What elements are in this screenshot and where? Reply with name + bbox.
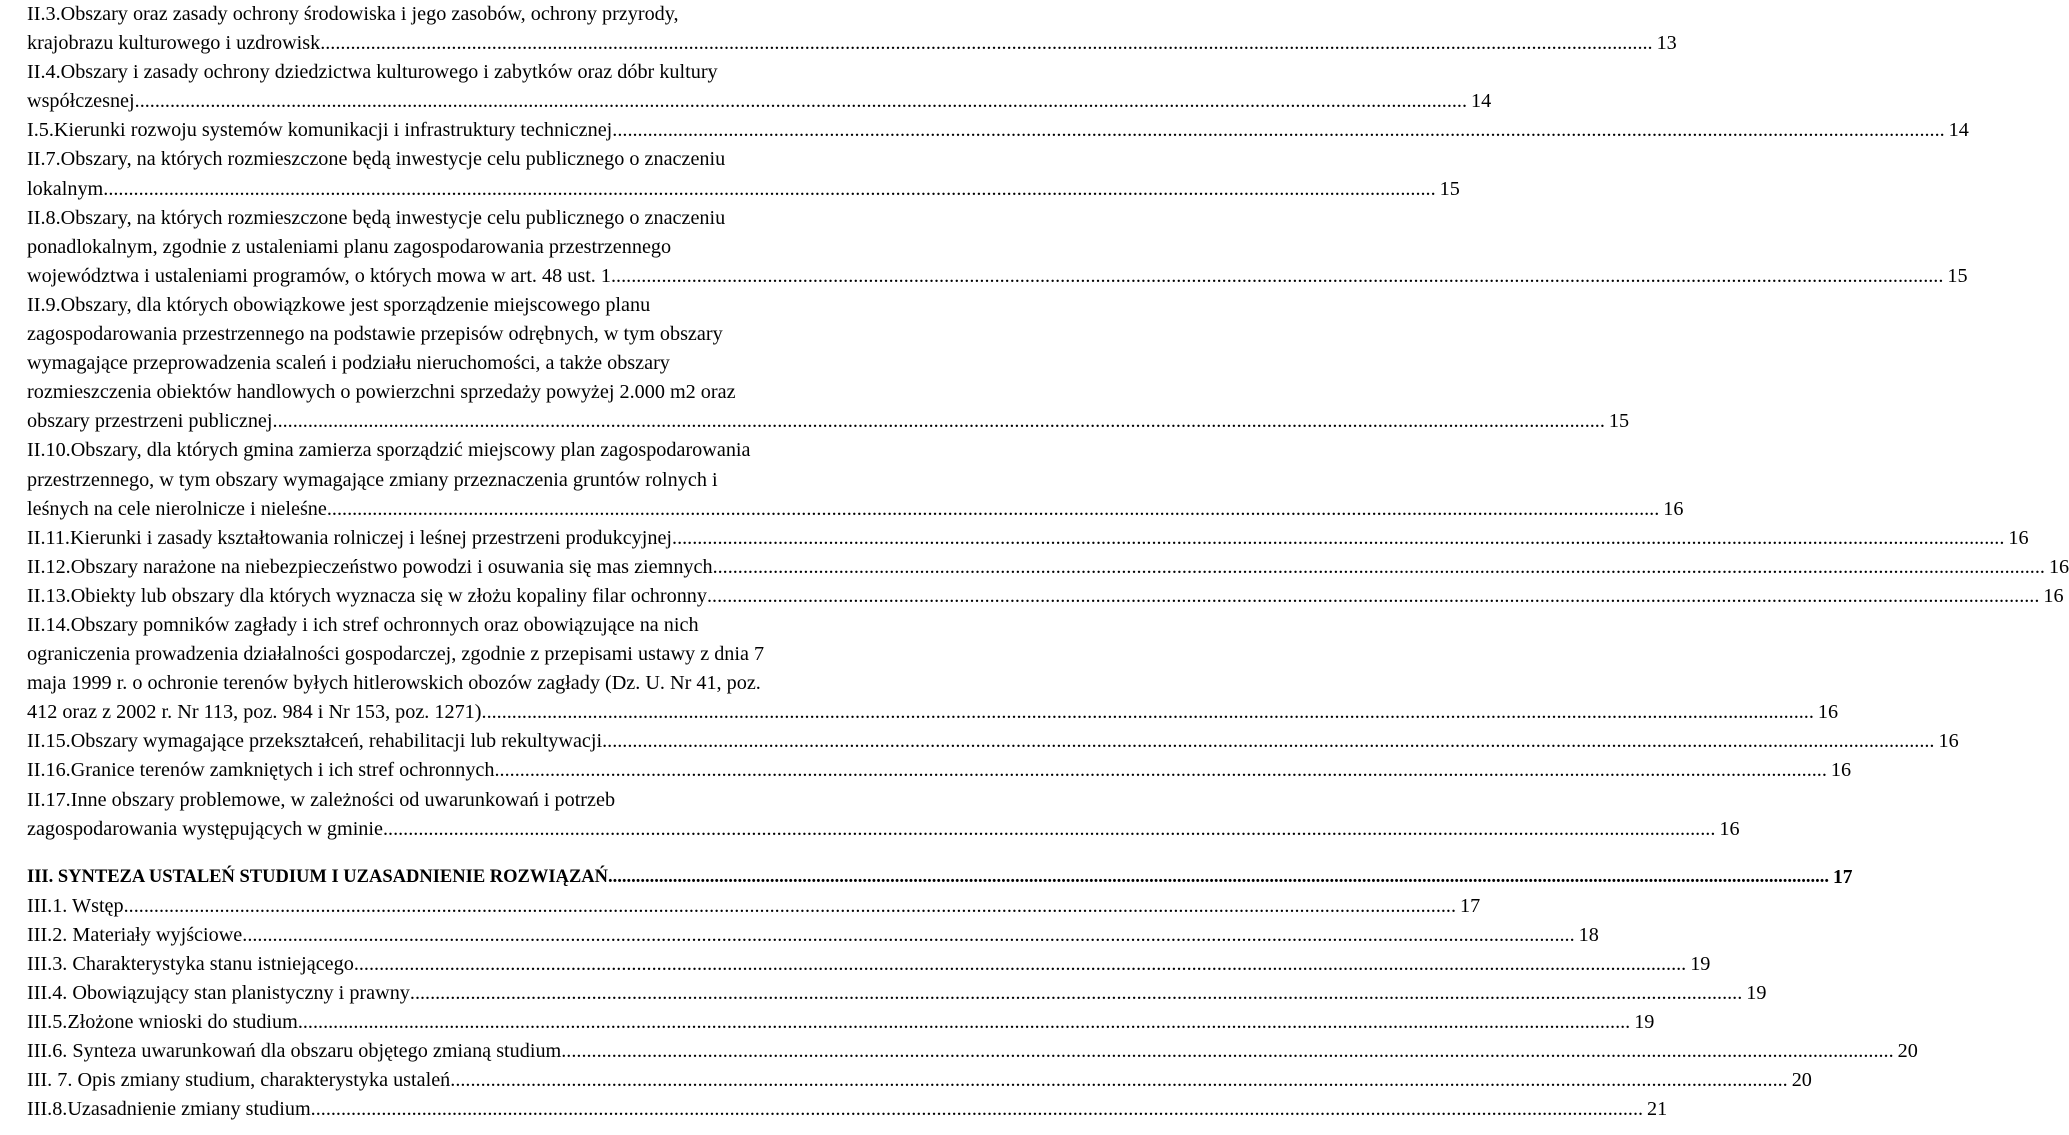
toc-entry-line — [27, 58, 963, 87]
page-number: 16 — [1817, 701, 1839, 724]
toc-entry-line — [27, 669, 963, 698]
toc-entry-text: wymagające przeprowadzenia scaleń i podziału nieruchomości, a także obszary — [27, 352, 670, 375]
toc-entry — [27, 58, 1492, 116]
toc-entry-text: obszary przestrzeni publicznej — [27, 410, 273, 433]
dot-leader — [612, 116, 1944, 145]
toc-entry-text: II.10.Obszary, dla których gmina zamierza sporządzić miejscowy plan zagospodarowania — [27, 439, 751, 462]
toc-entry — [27, 979, 1767, 1008]
toc-entry-text: II.12.Obszary narażone na niebezpieczeństwo powodzi i osuwania się mas ziemnych — [27, 555, 713, 578]
toc-entry-line — [27, 378, 963, 407]
toc-entry-text: rozmieszczenia obiektów handlowych o powierzchni sprzedaży powyżej 2.000 m2 oraz — [27, 381, 736, 404]
toc-entry — [27, 950, 1711, 979]
toc-entry-line — [27, 979, 1767, 1008]
dot-leader — [135, 87, 1467, 116]
page-number: 16 — [1663, 497, 1684, 520]
dot-leader — [672, 524, 2004, 553]
toc-entry-line — [27, 175, 1460, 204]
page-number: 15 — [1947, 264, 1968, 287]
toc-entry-line — [27, 291, 963, 320]
toc-entry-line — [27, 815, 1740, 844]
toc-entry-line — [27, 262, 1968, 291]
toc-entry-text: 412 oraz z 2002 r. Nr 113, poz. 984 i Nr 153, poz. 1271) — [27, 701, 482, 724]
page-number: 19 — [1746, 982, 1767, 1005]
toc-entry-text: współczesnej — [27, 90, 135, 113]
page-number: 20 — [1897, 1040, 1918, 1063]
toc-entry-line — [27, 1066, 1812, 1095]
toc-entry-line — [27, 349, 963, 378]
toc-entry-text: zagospodarowania przestrzennego na podstawie przepisów odrębnych, w tym obszary — [27, 323, 723, 346]
toc-entry — [27, 1095, 1668, 1124]
toc-entry-text: maja 1999 r. o ochronie terenów byłych hitlerowskich obozów zagłady (Dz. U. Nr 41, poz. — [27, 672, 761, 695]
toc-entry-text: II.7.Obszary, na których rozmieszczone będą inwestycje celu publicznego o znaczeniu — [27, 148, 726, 171]
toc-entry-line — [27, 786, 963, 815]
page-number: 18 — [1578, 923, 1599, 946]
page-number: 15 — [1608, 410, 1630, 433]
dot-leader — [354, 950, 1686, 979]
dot-leader — [455, 1066, 1787, 1095]
toc-entry-line — [27, 116, 1969, 145]
toc-entry-text: III.2. Materiały wyjściowe — [27, 923, 243, 946]
dot-leader — [298, 1008, 1630, 1037]
dot-leader — [311, 1095, 1643, 1124]
toc-entry-line — [27, 145, 963, 174]
toc-entry-line — [27, 950, 1711, 979]
toc-entry-line — [27, 727, 1959, 756]
page-number: 15 — [1439, 177, 1460, 200]
dot-leader — [495, 756, 1827, 785]
toc-entry-text: przestrzennego, w tym obszary wymagające zmiany przeznaczenia gruntów rolnych i — [27, 468, 718, 491]
toc-entry — [27, 436, 1684, 523]
toc-entry-line — [27, 640, 963, 669]
dot-leader — [103, 175, 1435, 204]
dot-leader — [273, 407, 1605, 436]
toc-entry — [27, 524, 2029, 553]
toc-entry-line — [27, 407, 1630, 436]
dot-leader — [327, 495, 1659, 524]
toc-entry-text: zagospodarowania występujących w gminie — [27, 817, 383, 840]
toc-entry-line — [27, 436, 963, 465]
toc-entry-line — [27, 524, 2029, 553]
toc-entry-text: III.4. Obowiązujący stan planistyczny i prawny — [27, 982, 410, 1005]
table-of-contents — [27, 0, 2069, 1125]
toc-entry-text: II.8.Obszary, na których rozmieszczone będą inwestycje celu publicznego o znaczeniu — [27, 206, 726, 229]
toc-entry-line — [27, 233, 963, 262]
toc-entry-line — [27, 756, 1852, 785]
toc-entry-line — [27, 698, 1839, 727]
toc-entry — [27, 892, 1481, 921]
dot-leader — [608, 863, 1829, 892]
page-number: 17 — [1460, 894, 1481, 917]
toc-entry-line — [27, 87, 1492, 116]
toc-entry — [27, 921, 1599, 950]
toc-entry-text: III.3. Charakterystyka stanu istniejącego — [27, 953, 354, 975]
page-number: 14 — [1471, 90, 1492, 113]
toc-entry-text: II.15.Obszary wymagające przekształceń, rehabilitacji lub rekultywacji — [27, 730, 603, 753]
toc-entry-line — [27, 553, 2069, 582]
toc-entry-line — [27, 1037, 1918, 1066]
dot-leader — [707, 582, 2039, 611]
toc-entry — [27, 116, 1969, 145]
toc-entry-text: ograniczenia prowadzenia działalności gospodarczej, zgodnie z przepisami ustawy z dnia 7 — [27, 643, 765, 666]
toc-entry-text: krajobrazu kulturowego i uzdrowisk — [27, 32, 321, 55]
toc-entry-line — [27, 1008, 1655, 1037]
toc-entry-line — [27, 582, 2064, 611]
toc-entry-text: II.16.Granice terenów zamkniętych i ich stref ochronnych — [27, 759, 495, 782]
page-number: 19 — [1634, 1011, 1655, 1034]
page-number: 16 — [1830, 759, 1852, 782]
toc-entry-line — [27, 892, 1481, 921]
toc-chapter-heading — [27, 863, 1853, 892]
page-number: 14 — [1948, 119, 1969, 142]
toc-entry — [27, 611, 1839, 727]
toc-entry-line — [27, 0, 963, 29]
toc-entry — [27, 145, 1460, 203]
toc-entry — [27, 553, 2069, 582]
toc-entry-line — [27, 320, 963, 349]
toc-entry-text: III.1. Wstęp — [27, 894, 124, 917]
dot-leader — [602, 727, 1934, 756]
toc-entry — [27, 1008, 1655, 1037]
toc-entry-text: II.13.Obiekty lub obszary dla których wyznacza się w złożu kopaliny filar ochronny — [27, 584, 707, 607]
toc-entry-line — [27, 495, 1684, 524]
toc-entry-line — [27, 863, 1853, 892]
dot-leader — [611, 262, 1943, 291]
toc-entry-text: ponadlokalnym, zgodnie z ustaleniami planu zagospodarowania przestrzennego — [27, 235, 672, 258]
page-number: 16 — [2048, 555, 2069, 578]
toc-entry — [27, 786, 1740, 844]
page-number: 13 — [1656, 32, 1677, 55]
toc-entry-text: leśnych na cele nierolnicze i nieleśne — [27, 497, 327, 520]
page-number: 21 — [1647, 1098, 1668, 1121]
toc-entry-text: II.3.Obszary oraz zasady ochrony środowiska i jego zasobów, ochrony przyrody, — [27, 3, 679, 25]
toc-entry-text: III. 7. Opis zmiany studium, charakterystyka ustaleń. — [27, 1069, 456, 1092]
toc-entry-text: III.8.Uzasadnienie zmiany studium — [27, 1098, 311, 1121]
dot-leader — [320, 29, 1652, 58]
toc-entry-text: II.11.Kierunki i zasady kształtowania rolniczej i leśnej przestrzeni produkcyjnej — [27, 526, 673, 549]
page-number: 16 — [1938, 730, 1959, 753]
toc-entry-text: lokalnym — [27, 177, 104, 200]
dot-leader — [561, 1037, 1893, 1066]
toc-entry — [27, 204, 1968, 291]
toc-entry-line — [27, 29, 1677, 58]
toc-entry — [27, 727, 1959, 756]
dot-leader — [124, 892, 1456, 921]
toc-entry-line — [27, 611, 963, 640]
toc-entry-text: III. SYNTEZA USTALEŃ STUDIUM I UZASADNIENIE ROZWIĄZAŃ — [27, 866, 608, 887]
toc-entry — [27, 756, 1852, 785]
toc-entry-text: III.6. Synteza uwarunkowań dla obszaru objętego zmianą studium — [27, 1040, 562, 1063]
toc-entry-line — [27, 204, 963, 233]
toc-entry-text: III.5.Złożone wnioski do studium — [27, 1011, 298, 1034]
toc-entry-line — [27, 921, 1599, 950]
page-number: 16 — [1719, 817, 1740, 840]
toc-entry-line — [27, 466, 963, 495]
page-number: 16 — [2043, 584, 2064, 607]
toc-entry-text: województwa i ustaleniami programów, o których mowa w art. 48 ust. 1 — [27, 264, 611, 287]
toc-entry — [27, 1037, 1918, 1066]
toc-entry-text: II.9.Obszary, dla których obowiązkowe jest sporządzenie miejscowego planu — [27, 293, 651, 316]
dot-leader — [383, 815, 1715, 844]
toc-entry-text: II.17.Inne obszary problemowe, w zależności od uwarunkowań i potrzeb — [27, 788, 616, 811]
toc-entry — [27, 1066, 1812, 1095]
toc-entry — [27, 0, 1677, 58]
dot-leader — [482, 698, 1814, 727]
page-number: 17 — [1833, 866, 1853, 888]
toc-entry — [27, 582, 2064, 611]
page-number: 20 — [1791, 1069, 1812, 1092]
page-number: 19 — [1690, 953, 1711, 975]
toc-entry-line — [27, 1095, 1668, 1124]
page-number: 16 — [2008, 526, 2029, 549]
dot-leader — [242, 921, 1574, 950]
toc-entry-text: I.5.Kierunki rozwoju systemów komunikacji i infrastruktury technicznej — [27, 119, 613, 142]
toc-entry-text: II.14.Obszary pomników zagłady i ich stref ochronnych oraz obowiązujące na nich — [27, 613, 699, 636]
toc-entry-text: II.4.Obszary i zasady ochrony dziedzictwa kulturowego i zabytków oraz dóbr kultury — [27, 61, 718, 84]
dot-leader — [713, 553, 2045, 582]
dot-leader — [410, 979, 1742, 1008]
toc-entry — [27, 291, 1630, 436]
